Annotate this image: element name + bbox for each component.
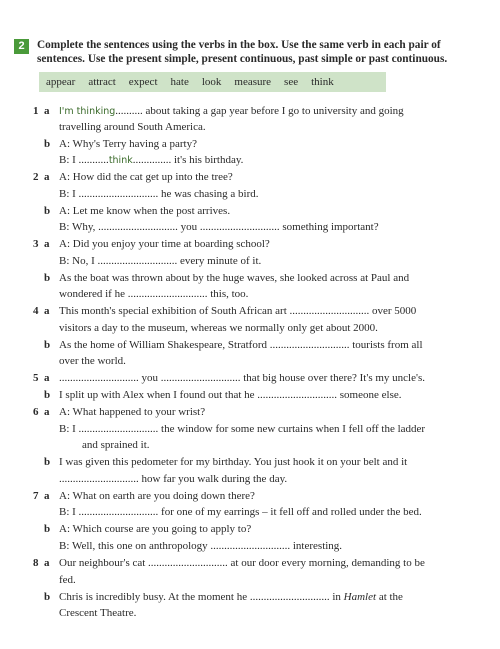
item-letter: a (44, 105, 50, 117)
sentence-text: wondered if he ............................. this, too. (59, 288, 249, 300)
item-letter: a (44, 490, 50, 502)
sentence-text-pre: Chris is incredibly busy. At the moment he ............................. in (59, 591, 344, 603)
sentence-text: B: I ............................. for one of my earrings – it fell off and rolled under the bed. (59, 506, 422, 518)
verb-item: look (201, 76, 222, 88)
item-letter: a (44, 406, 50, 418)
exercise-number-badge: 2 (14, 39, 29, 54)
item-number: 3 (33, 238, 39, 250)
item-letter: b (44, 339, 51, 351)
verb-item: hate (170, 76, 189, 88)
sentence-text: B: I ............................. the window for some new curtains when I fell off the ladder (59, 423, 426, 435)
verb-item: appear (46, 76, 76, 88)
item-letter: b (44, 389, 51, 401)
sentence-text: Crescent Theatre. (59, 607, 137, 619)
sentence-text: I was given this pedometer for my birthday. You just hook it on your belt and it (59, 456, 408, 468)
sentence-text (59, 153, 243, 168)
sentence-text-prefix: B: I ........... (59, 154, 109, 166)
item-letter: b (44, 591, 51, 603)
item-number: 1 (33, 105, 39, 117)
sentence-text: visitors a day to the museum, whereas we normally only get about 2000. (59, 322, 378, 334)
sentence-text: Our neighbour's cat ............................. at our door every morning, demanding to be (59, 557, 425, 569)
item-letter: b (44, 205, 51, 217)
exercise-instructions (37, 38, 488, 66)
sentence-text: and sprained it. (82, 439, 150, 451)
sentence-text: B: Well, this one on anthropology ............................. interesting. (59, 540, 343, 552)
handwritten-answer: I'm thinking (59, 106, 116, 117)
sentence-text: fed. (59, 574, 76, 586)
sentence-text-suffix: .............. it's his birthday. (132, 154, 244, 166)
verb-item: see (284, 76, 299, 88)
sentence-text: A: What on earth are you doing down there? (59, 490, 255, 502)
sentence-text: I split up with Alex when I found out that he ............................. someone else. (59, 389, 402, 401)
play-title: Hamlet (343, 591, 377, 603)
item-number: 2 (33, 171, 39, 183)
sentence-text: A: How did the cat get up into the tree? (59, 171, 233, 183)
sentence-text: As the boat was thrown about by the huge waves, she looked across at Paul and (59, 272, 410, 284)
sentence-text: B: Why, ............................. you ............................. something important? (59, 221, 379, 233)
sentence-text: ............................. you ............................. that big house over there? It's my uncle's. (59, 372, 425, 384)
item-letter: b (44, 456, 51, 468)
item-letter: b (44, 523, 51, 535)
verb-item: attract (88, 76, 116, 88)
verb-item: measure (234, 76, 272, 88)
item-letter: b (44, 272, 51, 284)
sentence-text: travelling around South America. (59, 121, 206, 133)
verb-box (39, 72, 386, 92)
sentence-text: B: I ............................. he was chasing a bird. (59, 188, 259, 200)
sentence-text: B: No, I ............................. every minute of it. (59, 255, 262, 267)
sentence-text: A: Which course are you going to apply to? (59, 523, 252, 535)
item-number: 8 (33, 557, 39, 569)
item-letter: a (44, 305, 50, 317)
verb-item: expect (128, 76, 158, 88)
item-letter: b (44, 138, 51, 150)
sentence-text (59, 590, 403, 604)
sentence-text (59, 104, 404, 119)
item-number: 4 (33, 305, 39, 317)
handwritten-answer: think (108, 155, 133, 166)
sentence-text: ............................. how far you walk during the day. (59, 473, 288, 485)
item-number: 5 (33, 372, 39, 384)
sentence-text: A: Let me know when the post arrives. (59, 205, 231, 217)
sentence-text: This month's special exhibition of South African art ............................. over 5000 (59, 305, 417, 317)
exercise-header (14, 38, 488, 66)
sentence-text: As the home of William Shakespeare, Stratford ............................. tourists from all (59, 339, 423, 351)
sentence-text: over the world. (59, 355, 126, 367)
item-letter: a (44, 171, 50, 183)
sentence-text: A: Why's Terry having a party? (59, 138, 197, 150)
instructions-line-1: Complete the sentences using the verbs in the box. Use the same verb in each pair of (37, 39, 441, 51)
item-letter: a (44, 557, 50, 569)
item-letter: a (44, 372, 50, 384)
verb-item: think (311, 76, 334, 88)
sentence-text-rest: .......... about taking a gap year before I go to university and going (115, 105, 404, 117)
sentence-text: A: Did you enjoy your time at boarding school? (59, 238, 270, 250)
sentence-text-post: at the (376, 591, 403, 603)
item-letter: a (44, 238, 50, 250)
sentence-text: A: What happened to your wrist? (59, 406, 206, 418)
item-number: 7 (33, 490, 39, 502)
instructions-line-2: sentences. Use the present simple, present continuous, past simple or past continuous. (37, 53, 448, 65)
item-number: 6 (33, 406, 39, 418)
